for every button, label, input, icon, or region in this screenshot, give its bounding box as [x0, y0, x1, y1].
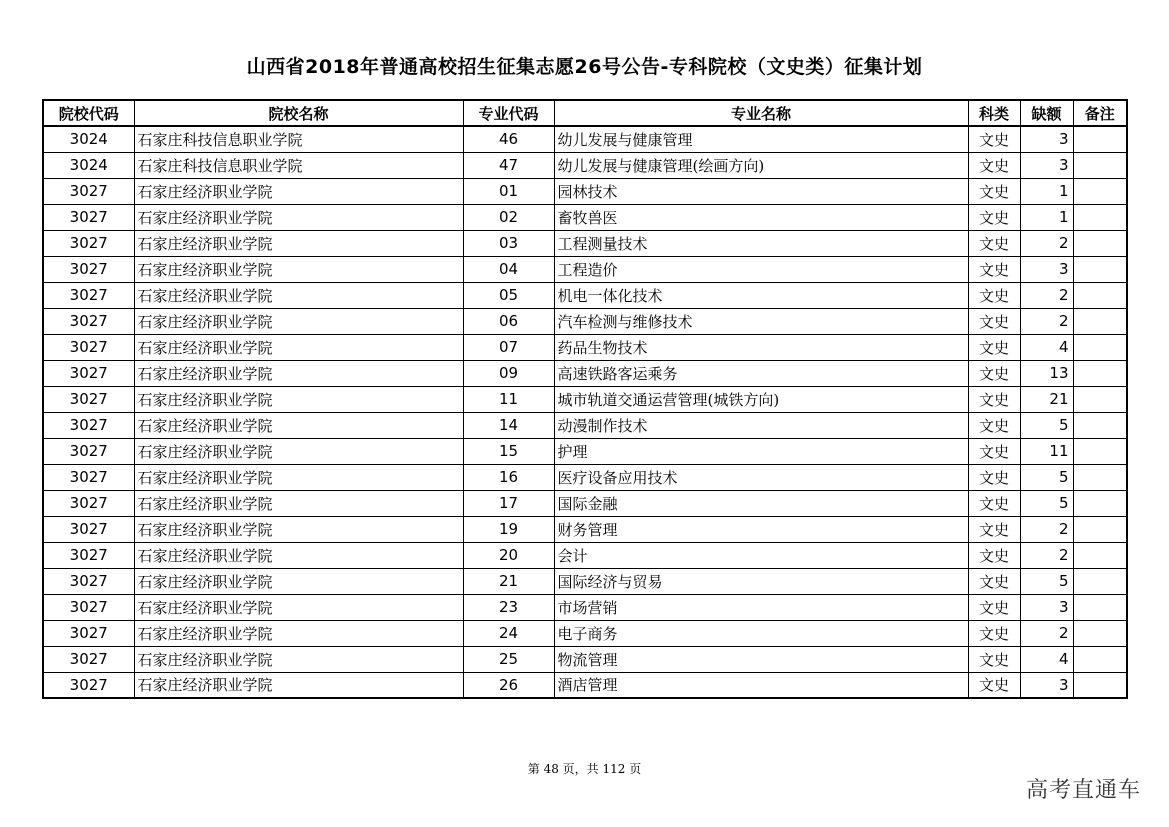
cell-major-code: 14: [463, 412, 554, 438]
cell-school-name: 石家庄经济职业学院: [134, 672, 463, 698]
table-row: [43, 620, 1127, 646]
table-row: [43, 230, 1127, 256]
cell-school-code: 3027: [43, 178, 134, 204]
table-row: [43, 386, 1127, 412]
cell-vacancy: 5: [1020, 490, 1073, 516]
table-row: [43, 360, 1127, 386]
cell-major-code: 25: [463, 646, 554, 672]
header-vacancy: 缺额: [1020, 100, 1073, 126]
cell-subject: 文史: [968, 412, 1020, 438]
cell-vacancy: 3: [1020, 256, 1073, 282]
cell-vacancy: 13: [1020, 360, 1073, 386]
cell-school-code: 3027: [43, 256, 134, 282]
cell-vacancy: 4: [1020, 334, 1073, 360]
cell-school-code: 3027: [43, 282, 134, 308]
cell-note: [1073, 204, 1127, 230]
cell-school-code: 3027: [43, 308, 134, 334]
cell-major-code: 07: [463, 334, 554, 360]
cell-vacancy: 11: [1020, 438, 1073, 464]
cell-major-name: 幼儿发展与健康管理: [554, 126, 968, 152]
cell-vacancy: 3: [1020, 672, 1073, 698]
header-major-name: 专业名称: [554, 100, 968, 126]
cell-school-code: 3027: [43, 568, 134, 594]
cell-vacancy: 3: [1020, 594, 1073, 620]
table-row: [43, 126, 1127, 152]
cell-subject: 文史: [968, 490, 1020, 516]
cell-note: [1073, 646, 1127, 672]
cell-subject: 文史: [968, 152, 1020, 178]
header-school-name: 院校名称: [134, 100, 463, 126]
table-row: [43, 308, 1127, 334]
header-major-code: 专业代码: [463, 100, 554, 126]
cell-note: [1073, 490, 1127, 516]
cell-vacancy: 5: [1020, 568, 1073, 594]
enrollment-plan-table: [42, 99, 1128, 699]
cell-major-name: 国际经济与贸易: [554, 568, 968, 594]
cell-note: [1073, 412, 1127, 438]
cell-note: [1073, 126, 1127, 152]
cell-major-name: 高速铁路客运乘务: [554, 360, 968, 386]
cell-note: [1073, 620, 1127, 646]
table-row: [43, 464, 1127, 490]
cell-major-name: 物流管理: [554, 646, 968, 672]
cell-school-code: 3027: [43, 672, 134, 698]
cell-note: [1073, 386, 1127, 412]
cell-vacancy: 3: [1020, 152, 1073, 178]
cell-subject: 文史: [968, 204, 1020, 230]
cell-school-code: 3027: [43, 386, 134, 412]
cell-subject: 文史: [968, 516, 1020, 542]
cell-school-name: 石家庄经济职业学院: [134, 334, 463, 360]
cell-major-code: 05: [463, 282, 554, 308]
cell-major-code: 15: [463, 438, 554, 464]
cell-note: [1073, 438, 1127, 464]
cell-school-name: 石家庄经济职业学院: [134, 282, 463, 308]
cell-note: [1073, 542, 1127, 568]
cell-major-code: 23: [463, 594, 554, 620]
cell-school-name: 石家庄经济职业学院: [134, 412, 463, 438]
cell-school-code: 3024: [43, 152, 134, 178]
cell-major-name: 幼儿发展与健康管理(绘画方向): [554, 152, 968, 178]
cell-major-code: 04: [463, 256, 554, 282]
cell-note: [1073, 360, 1127, 386]
table-row: [43, 204, 1127, 230]
cell-school-name: 石家庄经济职业学院: [134, 568, 463, 594]
cell-school-name: 石家庄经济职业学院: [134, 646, 463, 672]
cell-school-name: 石家庄经济职业学院: [134, 620, 463, 646]
cell-major-name: 工程造价: [554, 256, 968, 282]
cell-vacancy: 2: [1020, 282, 1073, 308]
cell-vacancy: 5: [1020, 412, 1073, 438]
cell-major-name: 医疗设备应用技术: [554, 464, 968, 490]
table-row: [43, 438, 1127, 464]
cell-major-name: 会计: [554, 542, 968, 568]
page-footer: 第 48 页，共 112 页: [527, 762, 642, 776]
cell-major-code: 26: [463, 672, 554, 698]
cell-school-name: 石家庄经济职业学院: [134, 256, 463, 282]
table-row: [43, 568, 1127, 594]
cell-note: [1073, 230, 1127, 256]
table-body: [43, 126, 1127, 698]
cell-major-name: 机电一体化技术: [554, 282, 968, 308]
cell-subject: 文史: [968, 230, 1020, 256]
table-row: [43, 646, 1127, 672]
cell-vacancy: 3: [1020, 126, 1073, 152]
cell-vacancy: 21: [1020, 386, 1073, 412]
cell-school-code: 3027: [43, 464, 134, 490]
cell-major-name: 护理: [554, 438, 968, 464]
cell-major-code: 21: [463, 568, 554, 594]
cell-note: [1073, 334, 1127, 360]
cell-school-code: 3027: [43, 360, 134, 386]
cell-school-name: 石家庄经济职业学院: [134, 542, 463, 568]
cell-major-name: 动漫制作技术: [554, 412, 968, 438]
cell-school-name: 石家庄经济职业学院: [134, 204, 463, 230]
cell-subject: 文史: [968, 594, 1020, 620]
cell-major-name: 市场营销: [554, 594, 968, 620]
cell-subject: 文史: [968, 438, 1020, 464]
cell-major-name: 畜牧兽医: [554, 204, 968, 230]
header-school-code: 院校代码: [43, 100, 134, 126]
cell-school-name: 石家庄经济职业学院: [134, 438, 463, 464]
cell-subject: 文史: [968, 620, 1020, 646]
table-header-row: [43, 100, 1127, 126]
header-subject: 科类: [968, 100, 1020, 126]
cell-school-code: 3027: [43, 230, 134, 256]
cell-major-code: 16: [463, 464, 554, 490]
cell-school-code: 3027: [43, 594, 134, 620]
cell-major-code: 17: [463, 490, 554, 516]
cell-major-name: 城市轨道交通运营管理(城铁方向): [554, 386, 968, 412]
cell-major-code: 19: [463, 516, 554, 542]
cell-major-code: 03: [463, 230, 554, 256]
cell-note: [1073, 516, 1127, 542]
table-row: [43, 594, 1127, 620]
cell-school-name: 石家庄经济职业学院: [134, 516, 463, 542]
cell-subject: 文史: [968, 568, 1020, 594]
cell-major-code: 06: [463, 308, 554, 334]
cell-note: [1073, 256, 1127, 282]
cell-school-name: 石家庄科技信息职业学院: [134, 152, 463, 178]
cell-major-code: 24: [463, 620, 554, 646]
cell-note: [1073, 672, 1127, 698]
cell-note: [1073, 282, 1127, 308]
cell-school-name: 石家庄科技信息职业学院: [134, 126, 463, 152]
cell-major-code: 20: [463, 542, 554, 568]
cell-school-name: 石家庄经济职业学院: [134, 464, 463, 490]
cell-school-code: 3027: [43, 542, 134, 568]
cell-vacancy: 1: [1020, 178, 1073, 204]
cell-note: [1073, 308, 1127, 334]
cell-vacancy: 5: [1020, 464, 1073, 490]
cell-school-code: 3027: [43, 516, 134, 542]
cell-major-name: 电子商务: [554, 620, 968, 646]
cell-school-code: 3024: [43, 126, 134, 152]
cell-subject: 文史: [968, 646, 1020, 672]
cell-school-code: 3027: [43, 490, 134, 516]
cell-school-name: 石家庄经济职业学院: [134, 594, 463, 620]
table-row: [43, 256, 1127, 282]
cell-school-code: 3027: [43, 334, 134, 360]
cell-major-name: 园林技术: [554, 178, 968, 204]
cell-subject: 文史: [968, 542, 1020, 568]
cell-vacancy: 2: [1020, 620, 1073, 646]
cell-major-code: 11: [463, 386, 554, 412]
table-row: [43, 334, 1127, 360]
cell-subject: 文史: [968, 282, 1020, 308]
table-row: [43, 542, 1127, 568]
cell-note: [1073, 178, 1127, 204]
cell-school-name: 石家庄经济职业学院: [134, 178, 463, 204]
cell-major-code: 47: [463, 152, 554, 178]
table-row: [43, 490, 1127, 516]
cell-vacancy: 1: [1020, 204, 1073, 230]
cell-school-code: 3027: [43, 620, 134, 646]
cell-note: [1073, 568, 1127, 594]
table-row: [43, 672, 1127, 698]
table-row: [43, 178, 1127, 204]
cell-major-name: 酒店管理: [554, 672, 968, 698]
cell-major-name: 国际金融: [554, 490, 968, 516]
cell-subject: 文史: [968, 126, 1020, 152]
cell-major-name: 工程测量技术: [554, 230, 968, 256]
cell-subject: 文史: [968, 464, 1020, 490]
table-row: [43, 152, 1127, 178]
cell-major-code: 09: [463, 360, 554, 386]
cell-vacancy: 4: [1020, 646, 1073, 672]
cell-school-code: 3027: [43, 646, 134, 672]
page-title: 山西省2018年普通高校招生征集志愿26号公告-专科院校（文史类）征集计划: [246, 56, 923, 78]
cell-subject: 文史: [968, 334, 1020, 360]
cell-major-code: 46: [463, 126, 554, 152]
table-row: [43, 412, 1127, 438]
cell-school-code: 3027: [43, 438, 134, 464]
table-row: [43, 282, 1127, 308]
cell-vacancy: 2: [1020, 230, 1073, 256]
cell-subject: 文史: [968, 178, 1020, 204]
cell-school-name: 石家庄经济职业学院: [134, 308, 463, 334]
cell-vacancy: 2: [1020, 542, 1073, 568]
cell-school-name: 石家庄经济职业学院: [134, 230, 463, 256]
cell-vacancy: 2: [1020, 516, 1073, 542]
cell-major-code: 02: [463, 204, 554, 230]
cell-school-code: 3027: [43, 204, 134, 230]
cell-subject: 文史: [968, 386, 1020, 412]
cell-major-name: 药品生物技术: [554, 334, 968, 360]
cell-school-name: 石家庄经济职业学院: [134, 386, 463, 412]
cell-subject: 文史: [968, 672, 1020, 698]
cell-subject: 文史: [968, 360, 1020, 386]
cell-school-name: 石家庄经济职业学院: [134, 360, 463, 386]
cell-subject: 文史: [968, 256, 1020, 282]
cell-major-name: 汽车检测与维修技术: [554, 308, 968, 334]
cell-vacancy: 2: [1020, 308, 1073, 334]
cell-note: [1073, 594, 1127, 620]
cell-major-name: 财务管理: [554, 516, 968, 542]
cell-school-name: 石家庄经济职业学院: [134, 490, 463, 516]
header-note: 备注: [1073, 100, 1127, 126]
cell-note: [1073, 464, 1127, 490]
cell-major-code: 01: [463, 178, 554, 204]
cell-note: [1073, 152, 1127, 178]
watermark-text: 高考直通车: [1025, 778, 1141, 803]
table-row: [43, 516, 1127, 542]
cell-subject: 文史: [968, 308, 1020, 334]
cell-school-code: 3027: [43, 412, 134, 438]
